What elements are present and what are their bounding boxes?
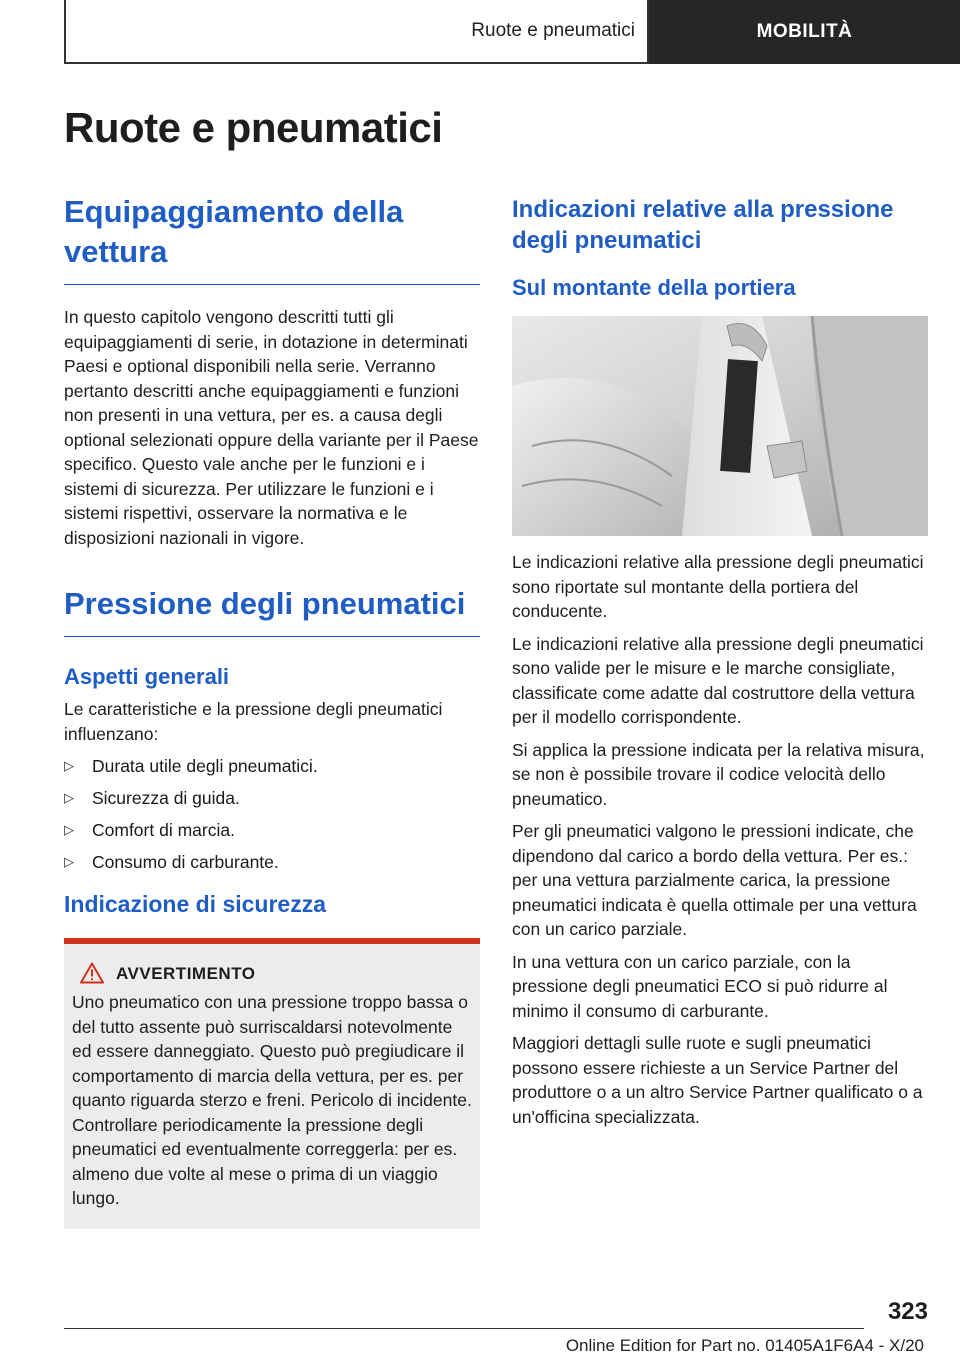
paragraph: In una vettura con un carico parziale, con la pressione degli pneumatici ECO si può ridurre al minimo il consumo di carburante. <box>512 951 888 1021</box>
pressure-info-heading: Indicazioni relative alla pressione degli pneumatici <box>512 196 894 254</box>
warning-box <box>64 938 480 1229</box>
footer-divider <box>64 1328 864 1329</box>
general-intro: Le caratteristiche e la pressione degli pneumatici influenzano: <box>64 699 443 744</box>
list-item: ▷ Sicurezza di guida. <box>64 788 240 808</box>
header-section-title: Ruote e pneumatici <box>64 0 649 64</box>
warning-title: AVVERTIMENTO <box>116 964 256 983</box>
equipment-text: In questo capitolo vengono descritti tutti gli equipaggiamenti di serie, in dotazione in determinati Paesi e optional disponibili nella serie. Verranno pertanto descritti anche equipaggiamenti e funzioni non presenti in una vettura, per es. a causa degli optional selezionati oppure della variante per il Paese specifico. Questo vale anche per le funzioni e i sistemi di sicurezza. Per utilizzare le funzioni e i sistemi rispettivi, osservare la normativa e le disposizioni nazionali in vigore. <box>64 307 479 548</box>
list-item: ▷ Durata utile degli pneumatici. <box>64 756 318 776</box>
right-column <box>512 192 928 1137</box>
warning-triangle-icon <box>72 962 112 986</box>
door-pillar-photo <box>512 316 928 536</box>
equipment-heading: Equipaggiamento della vettura <box>64 192 480 285</box>
triangle-bullet-icon: ▷ <box>64 854 74 869</box>
triangle-bullet-icon: ▷ <box>64 822 74 837</box>
pressure-heading: Pressione degli pneumatici <box>64 584 480 637</box>
triangle-bullet-icon: ▷ <box>64 790 74 805</box>
page-title: Ruote e pneumatici <box>64 104 443 151</box>
door-pillar-heading: Sul montante della portiera <box>512 275 796 300</box>
page-number: 323 <box>887 1298 928 1325</box>
paragraph: Le indicazioni relative alla pressione degli pneumatici sono riportate sul montante della portiera del conducente. <box>512 552 924 621</box>
warning-text: Uno pneumatico con una pressione troppo bassa o del tutto assente può surriscaldarsi notevolmente ed essere danneggiato. Questo può pregiudicare il comportamento di marcia della vettura, per es. per quanto riguarda sterzo e freni. Pericolo di incidente. Controllare periodicamente la pressione degli pneumatici ed eventualmente correggerla: per es. almeno due volte al mese o prima di un viaggio lungo. <box>72 992 472 1208</box>
left-column <box>64 192 480 1229</box>
header-chapter-tab: MOBILITÀ <box>649 0 960 64</box>
paragraph: Maggiori dettagli sulle ruote e sugli pneumatici possono essere richieste a un Service Partner del produttore o a un altro Service Partner qualificato o a un'officina specializzata. <box>512 1033 923 1127</box>
triangle-bullet-icon: ▷ <box>64 758 74 773</box>
page-header <box>64 0 960 64</box>
footer-edition: Online Edition for Part no. 01405A1F6A4 - X/20 <box>565 1336 924 1355</box>
influence-list <box>64 754 480 874</box>
general-heading: Aspetti generali <box>64 664 230 689</box>
list-item: ▷ Comfort di marcia. <box>64 820 235 840</box>
paragraph: Le indicazioni relative alla pressione degli pneumatici sono valide per le misure e le marche consigliate, classificate come adatte dal costruttore della vettura per il modello corrispondente. <box>512 633 924 727</box>
paragraph: Si applica la pressione indicata per la relativa misura, se non è possibile trovare il codice velocità dello pneumatico. <box>512 739 925 809</box>
safety-heading: Indicazione di sicurezza <box>64 891 327 917</box>
list-item: ▷ Consumo di carburante. <box>64 852 279 872</box>
paragraph: Per gli pneumatici valgono le pressioni indicate, che dipendono dal carico a bordo della vettura. Per es.: per una vettura parzialmente carica, la pressione pneumatici indicata è quella ottimale per una vettura con un carico parziale. <box>512 821 917 939</box>
warning-header <box>72 962 472 986</box>
